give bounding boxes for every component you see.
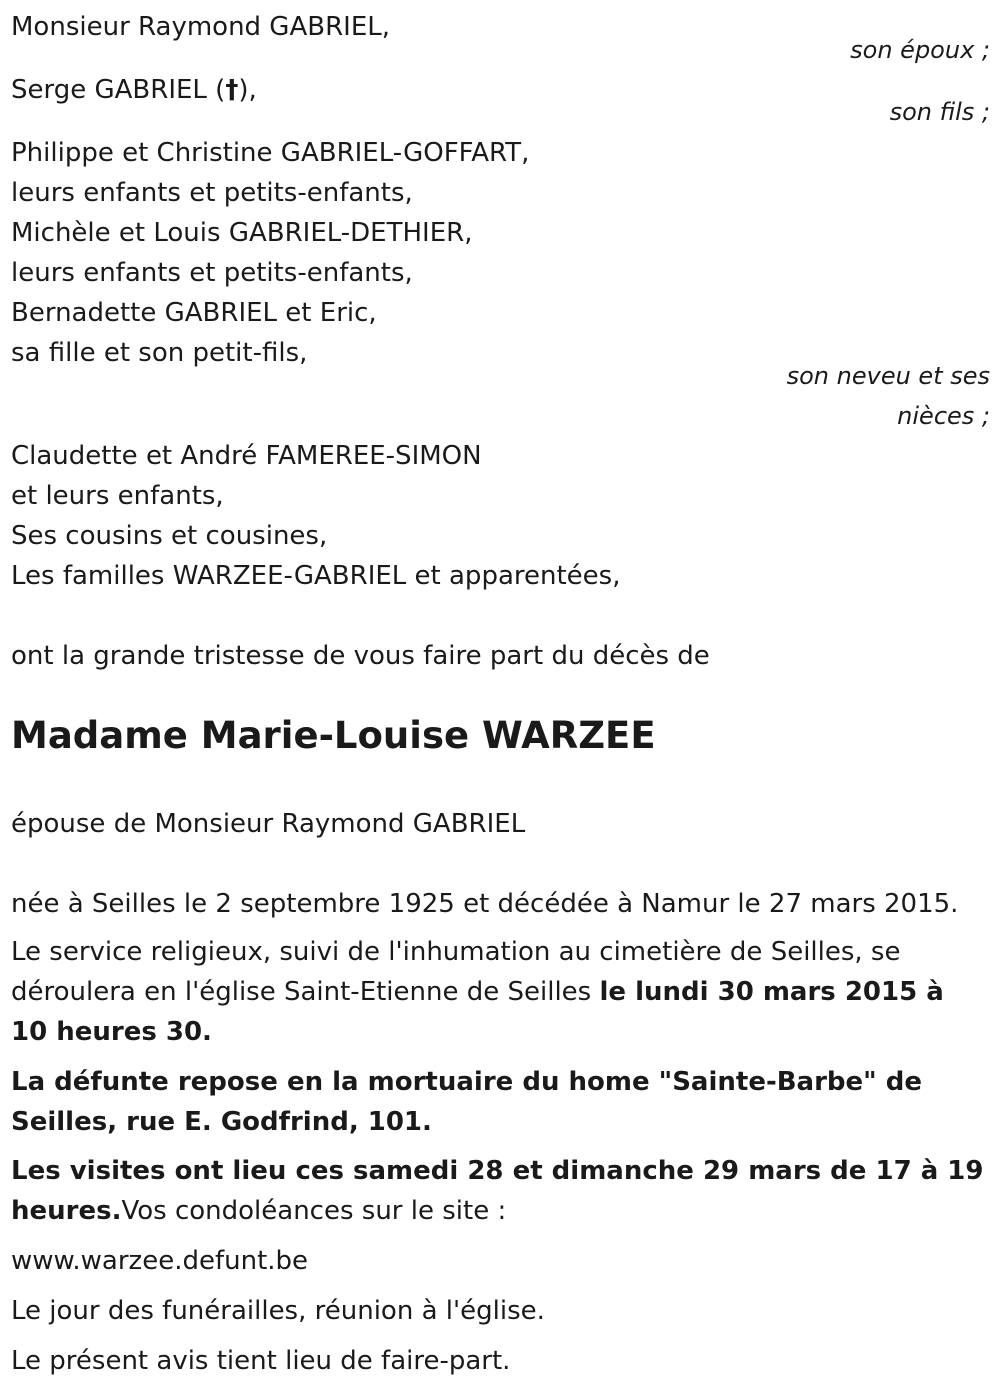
deceased-name: Madame Marie-Louise WARZEE [11,714,656,757]
service-date: le lundi 30 mars 2015 à 10 heures 30. [11,977,944,1047]
visits-text: Les visites ont lieu ces samedi 28 et dimanche 29 mars de 17 à 19 heures. [11,1156,984,1226]
service-paragraph [11,932,986,1052]
family-son [11,77,257,103]
family-other-line: et leurs enfants, [11,481,224,511]
nephews-role-1: son neveu et ses [786,362,990,390]
website-link[interactable]: www.warzee.defunt.be [11,1246,309,1276]
spouse-role: son époux ; [850,36,990,64]
son-suffix: ), [238,75,257,105]
family-child-line: Bernadette GABRIEL et Eric, [11,298,377,328]
nephews-role-2: nièces ; [897,402,990,430]
son-role: son fils ; [889,98,990,126]
cross-icon: † [225,75,239,105]
family-spouse: Monsieur Raymond GABRIEL, [11,12,390,42]
family-child-line: leurs enfants et petits-enfants, [11,258,413,288]
birth-death-dates: née à Seilles le 2 septembre 1925 et décédée à Namur le 27 mars 2015. [11,889,959,919]
service-text: Le service religieux, suivi de l'inhumation au cimetière de Seilles, se déroulera en l'église Saint-Etienne de Seilles [11,937,901,1007]
repose-paragraph [11,1062,986,1142]
family-other-line: Claudette et André FAMEREE-SIMON [11,441,482,471]
deceased-spouse: épouse de Monsieur Raymond GABRIEL [11,809,526,839]
funeral-meeting: Le jour des funérailles, réunion à l'église. [11,1296,545,1326]
notice-text: Le présent avis tient lieu de faire-part. [11,1346,511,1376]
announcement: ont la grande tristesse de vous faire part du décès de [11,641,710,671]
family-child-line: leurs enfants et petits-enfants, [11,178,413,208]
family-child-line: Michèle et Louis GABRIEL-DETHIER, [11,218,473,248]
condolences-text: Vos condoléances sur le site : [121,1196,507,1226]
repose-text: La défunte repose en la mortuaire du home "Sainte-Barbe" de Seilles, rue E. Godfrind, 101. [11,1067,923,1137]
family-other-line: Les familles WARZEE-GABRIEL et apparentées, [11,561,621,591]
family-other-line: Ses cousins et cousines, [11,521,328,551]
visits-paragraph [11,1151,986,1231]
family-child-line: sa fille et son petit-fils, [11,338,308,368]
family-child-line: Philippe et Christine GABRIEL-GOFFART, [11,138,530,168]
son-name: Serge GABRIEL ( [11,75,226,105]
